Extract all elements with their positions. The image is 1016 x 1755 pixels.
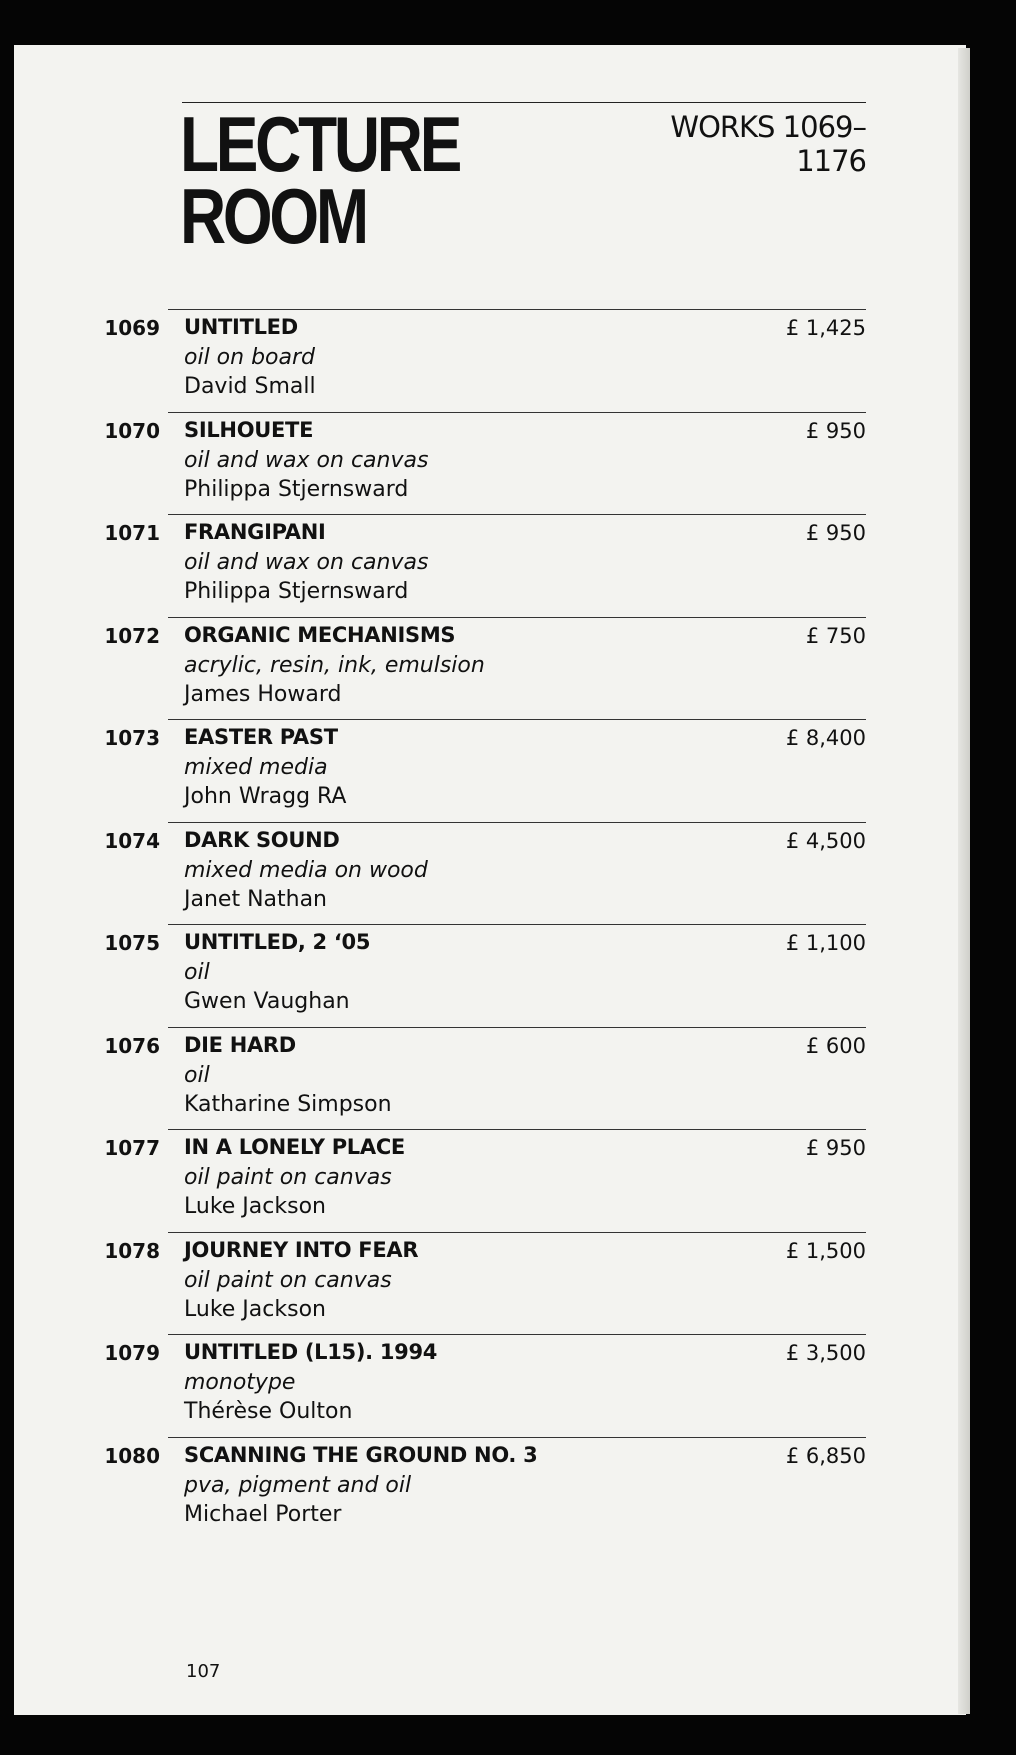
entry-1077 xyxy=(104,1129,866,1232)
entry-1076 xyxy=(104,1027,866,1130)
entry-number: 1076 xyxy=(104,1033,160,1058)
entry-title: UNTITLED (L15). 1994 xyxy=(184,1340,438,1364)
entry-price: £ 1,100 xyxy=(785,931,866,955)
entry-artist: Luke Jackson xyxy=(184,1194,326,1219)
entry-number: 1077 xyxy=(104,1136,160,1160)
entry-price: £ 600 xyxy=(805,1033,866,1058)
entry-artist: Philippa Stjernsward xyxy=(184,476,409,502)
entry-artist: David Small xyxy=(184,374,316,399)
entry-artist: Philippa Stjernsward xyxy=(184,579,409,604)
entry-title: DIE HARD xyxy=(184,1032,296,1057)
entry-1073 xyxy=(104,719,866,822)
entry-artist: Thérèse Oulton xyxy=(184,1399,353,1424)
entry-medium: acrylic, resin, ink, emulsion xyxy=(184,652,485,678)
entry-title: JOURNEY INTO FEAR xyxy=(184,1237,419,1262)
entry-number: 1069 xyxy=(104,316,160,340)
entry-medium: pva, pigment and oil xyxy=(184,1472,412,1498)
section-title xyxy=(180,100,460,260)
entry-title: UNTITLED xyxy=(184,315,298,339)
entry-artist: John Wragg RA xyxy=(184,784,347,809)
entry-title: EASTER PAST xyxy=(184,725,338,749)
entry-number: 1080 xyxy=(104,1443,160,1468)
page-number: 107 xyxy=(186,1661,221,1682)
entry-medium: oil on board xyxy=(184,345,315,370)
entry-medium: oil and wax on canvas xyxy=(184,550,429,575)
entry-1075 xyxy=(104,924,866,1027)
entry-artist: Katharine Simpson xyxy=(184,1091,392,1117)
entry-price: £ 8,400 xyxy=(785,726,866,750)
entry-number: 1073 xyxy=(104,726,160,750)
entry-title: ORGANIC MECHANISMS xyxy=(184,622,456,647)
page-edge xyxy=(958,48,970,1714)
entry-artist: Luke Jackson xyxy=(184,1296,326,1322)
entry-artist: Gwen Vaughan xyxy=(184,989,350,1014)
entry-price: £ 3,500 xyxy=(785,1341,866,1365)
entry-title: FRANGIPANI xyxy=(184,520,326,544)
entries-list xyxy=(0,309,952,1539)
entry-title: UNTITLED, 2 ‘05 xyxy=(184,930,371,954)
entry-number: 1070 xyxy=(104,418,160,443)
entry-price: £ 4,500 xyxy=(785,828,866,853)
entry-price: £ 950 xyxy=(805,521,866,545)
entry-title: SILHOUETE xyxy=(184,417,314,442)
entry-artist: Janet Nathan xyxy=(184,886,327,912)
entry-title: DARK SOUND xyxy=(184,827,340,852)
entry-number: 1071 xyxy=(104,521,160,545)
entry-number: 1078 xyxy=(104,1238,160,1263)
entry-medium: oil and wax on canvas xyxy=(184,447,429,473)
entry-number: 1074 xyxy=(104,828,160,853)
entry-medium: monotype xyxy=(184,1370,296,1395)
works-range: WORKS 1069–1176 xyxy=(670,110,866,178)
entry-medium: mixed media xyxy=(184,755,328,780)
entry-price: £ 750 xyxy=(805,623,866,648)
entry-price: £ 950 xyxy=(805,1136,866,1160)
section-title-line-1: LECTURE xyxy=(180,100,460,188)
entry-price: £ 6,850 xyxy=(785,1443,866,1468)
entry-medium: oil paint on canvas xyxy=(184,1165,392,1190)
entry-price: £ 1,425 xyxy=(785,316,866,340)
entry-price: £ 1,500 xyxy=(785,1238,866,1263)
entry-1080 xyxy=(104,1437,866,1540)
section-title-line-2: ROOM xyxy=(180,172,366,260)
entry-title: SCANNING THE GROUND NO. 3 xyxy=(184,1442,538,1467)
entry-1074 xyxy=(104,822,866,925)
entry-title: IN A LONELY PLACE xyxy=(184,1135,405,1159)
entry-medium: oil xyxy=(184,1062,210,1088)
entry-1070 xyxy=(104,412,866,515)
entry-medium: oil paint on canvas xyxy=(184,1267,392,1293)
entry-1078 xyxy=(104,1232,866,1335)
entry-medium: oil xyxy=(184,960,210,985)
entry-number: 1079 xyxy=(104,1341,160,1365)
entry-1072 xyxy=(104,617,866,720)
entry-1071 xyxy=(104,514,866,617)
entry-1069 xyxy=(104,309,866,412)
entry-artist: James Howard xyxy=(184,681,342,707)
entry-1079 xyxy=(104,1334,866,1437)
entry-number: 1075 xyxy=(104,931,160,955)
entry-number: 1072 xyxy=(104,623,160,648)
entry-price: £ 950 xyxy=(805,418,866,443)
entry-medium: mixed media on wood xyxy=(184,857,428,883)
entry-artist: Michael Porter xyxy=(184,1501,342,1527)
